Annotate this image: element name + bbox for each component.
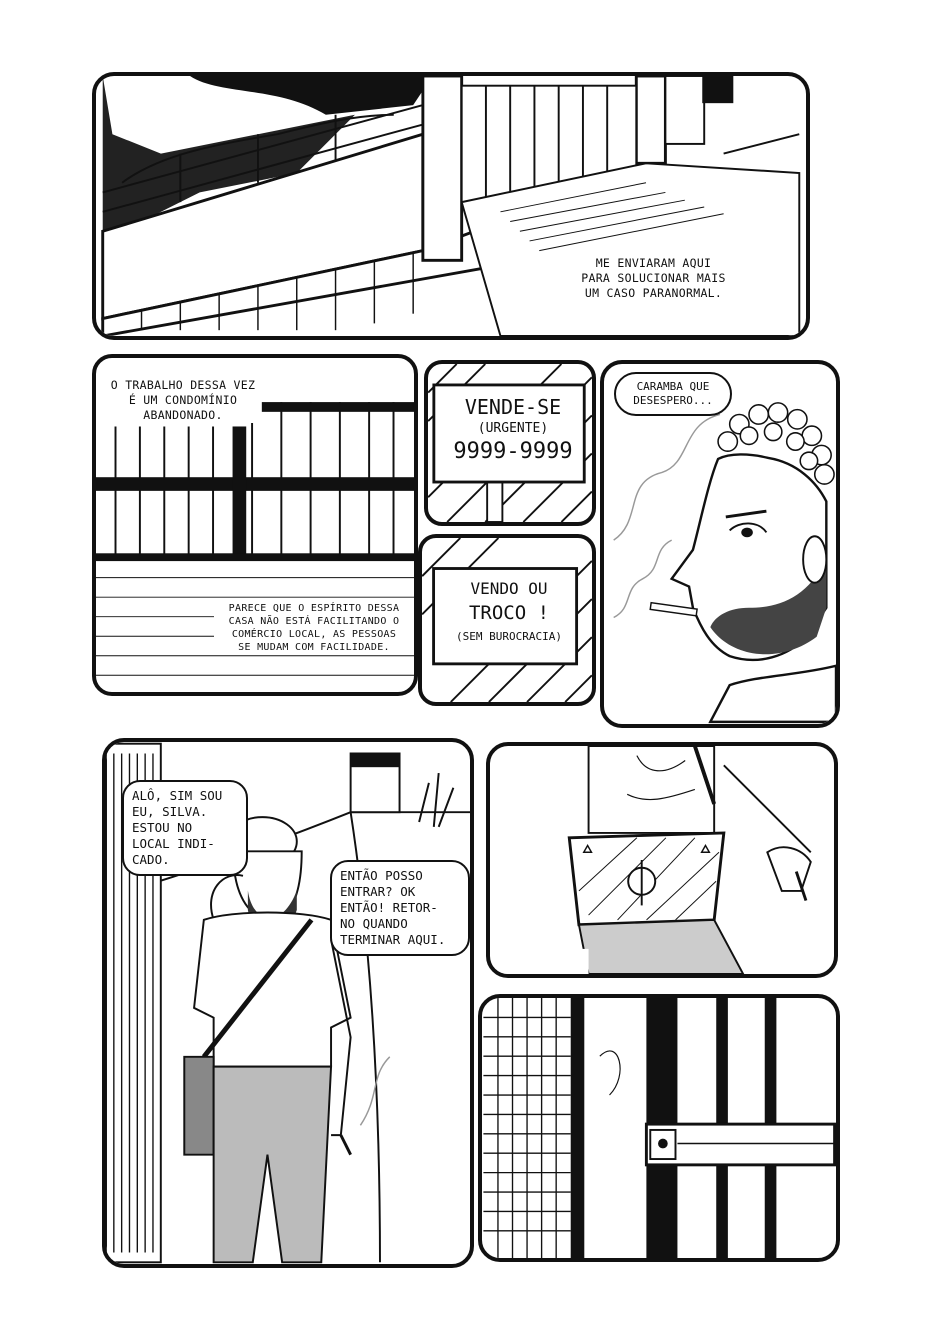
caption-line: ABANDONADO. <box>143 408 223 422</box>
bubble-line: CADO. <box>132 852 170 867</box>
sale-sign-text <box>438 394 588 466</box>
panel-7-drawing <box>490 746 834 974</box>
bubble-line: TERMINAR AQUI. <box>340 932 446 947</box>
panel-3-for-sale-sign <box>424 360 596 526</box>
sign-line: (URGENTE) <box>477 421 549 436</box>
panel-8-gate-closeup <box>478 994 840 1262</box>
caption-line: SE MUDAM COM FACILIDADE. <box>238 642 390 653</box>
panel-6-man-on-phone <box>102 738 474 1268</box>
bubble-line: DESESPERO... <box>633 394 713 407</box>
caption-spirit <box>214 602 414 654</box>
speech-bubble-hello <box>122 780 248 876</box>
bubble-line: ESTOU NO <box>132 820 193 835</box>
caption-line: PARA SOLUCIONAR MAIS <box>581 271 726 285</box>
caption-line: É UM CONDOMÍNIO <box>128 393 238 407</box>
sign-line: TROCO ! <box>468 602 550 624</box>
caption-sent-here <box>566 256 741 301</box>
panel-5-man-smoking <box>600 360 840 728</box>
bubble-line: ENTÃO! RETOR- <box>340 900 438 915</box>
bubble-line: CARAMBA QUE <box>636 380 710 393</box>
panel-8-drawing <box>482 998 836 1258</box>
caption-line: ME ENVIARAM AQUI <box>595 256 712 270</box>
caption-line: PARECE QUE O ESPÍRITO DESSA <box>228 603 400 614</box>
caption-line: O TRABALHO DESSA VEZ <box>110 378 256 392</box>
panel-2-condominium-gate <box>92 354 418 696</box>
trade-sign-text <box>436 578 582 648</box>
bubble-line: NO QUANDO <box>340 916 408 931</box>
panel-7-bag-closeup <box>486 742 838 978</box>
panel-5-drawing <box>604 364 836 724</box>
bubble-line: ENTRAR? OK <box>340 884 416 899</box>
sign-line: VENDO OU <box>470 579 548 598</box>
bubble-line: ALÔ, SIM SOU <box>132 788 223 803</box>
panel-4-trade-sign <box>418 534 596 706</box>
caption-line: UM CASO PARANORMAL. <box>584 286 723 300</box>
caption-condominium <box>108 378 258 423</box>
sign-line: (SEM BUROCRACIA) <box>456 630 562 643</box>
bubble-line: LOCAL INDI- <box>132 836 215 851</box>
sign-line: 9999-9999 <box>453 439 573 464</box>
sign-line: VENDE-SE <box>464 395 562 419</box>
speech-bubble-despair <box>614 372 732 416</box>
speech-bubble-enter <box>330 860 470 956</box>
panel-1-wall-and-gate <box>92 72 810 340</box>
bubble-line: EU, SILVA. <box>132 804 208 819</box>
caption-line: CASA NÃO ESTÁ FACILITANDO O <box>228 616 400 627</box>
caption-line: COMÉRCIO LOCAL, AS PESSOAS <box>231 629 397 640</box>
bubble-line: ENTÃO POSSO <box>340 868 423 883</box>
